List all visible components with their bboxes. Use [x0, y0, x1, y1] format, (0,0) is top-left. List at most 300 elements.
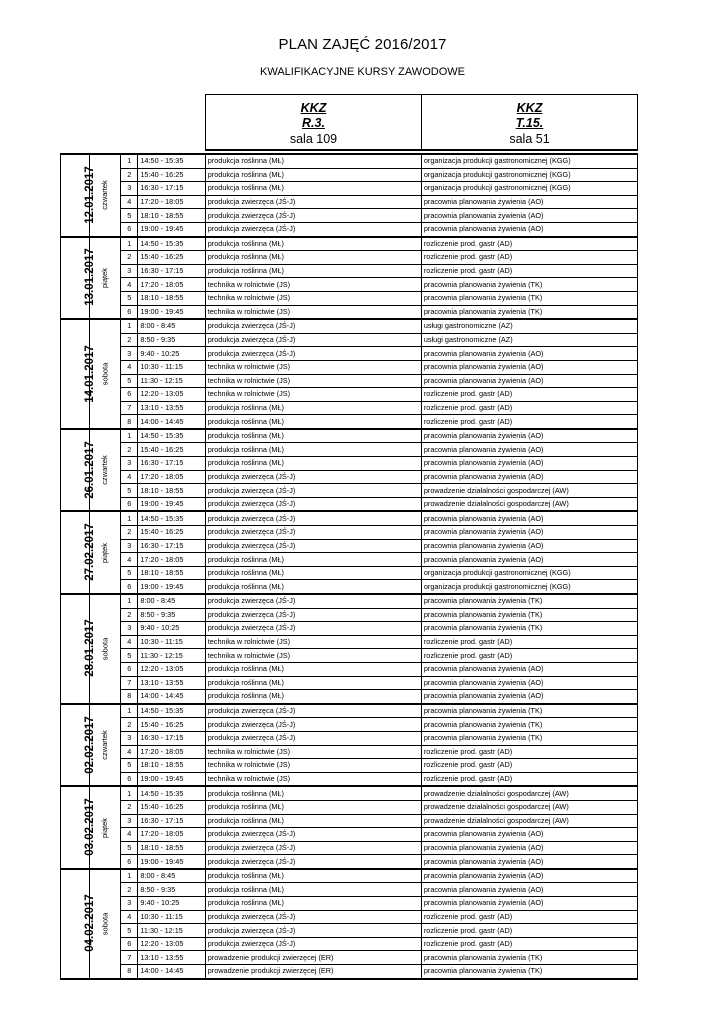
lesson-time: 16:30 - 17:15	[138, 814, 205, 828]
subject-r3: produkcja roślinna (MŁ)	[205, 182, 421, 196]
lesson-number: 5	[121, 484, 138, 498]
table-row	[61, 539, 638, 553]
lesson-time: 12:20 - 13:05	[138, 388, 205, 402]
lesson-time: 12:20 - 13:05	[138, 662, 205, 676]
day-group	[61, 154, 638, 237]
lesson-number: 1	[121, 154, 138, 168]
subject-r3: produkcja zwierzęca (JŚ-J)	[205, 608, 421, 622]
subject-t15: pracownia planowania żywienia (TK)	[421, 718, 637, 732]
subject-r3: produkcja roślinna (MŁ)	[205, 662, 421, 676]
date-label: 02.02.2017	[83, 715, 96, 774]
subject-r3: produkcja roślinna (MŁ)	[205, 443, 421, 457]
subject-t15: pracownia planowania żywienia (AO)	[421, 539, 637, 553]
weekday-label: sobota	[100, 362, 110, 386]
weekday-label: sobota	[100, 912, 110, 936]
subject-r3: produkcja zwierzęca (JŚ-J)	[205, 222, 421, 236]
course-type: KKZ	[516, 101, 543, 115]
lesson-number: 6	[121, 497, 138, 511]
subject-r3: technika w rolnictwie (JS)	[205, 305, 421, 319]
subject-r3: technika w rolnictwie (JS)	[205, 374, 421, 388]
lesson-time: 13:10 - 13:55	[138, 676, 205, 690]
table-row	[61, 168, 638, 182]
page-subtitle: KWALIFIKACYJNE KURSY ZAWODOWE	[260, 66, 465, 78]
subject-t15: rozliczenie prod. gastr (AD)	[421, 910, 637, 924]
subject-r3: produkcja zwierzęca (JŚ-J)	[205, 470, 421, 484]
lesson-number: 6	[121, 222, 138, 236]
table-row	[61, 457, 638, 471]
lesson-time: 16:30 - 17:15	[138, 264, 205, 278]
table-row	[61, 910, 638, 924]
course-column-r3	[206, 95, 421, 149]
subject-t15: organizacja produkcji gastronomicznej (KGG)	[421, 566, 637, 580]
table-row	[61, 828, 638, 842]
subject-r3: produkcja zwierzęca (JŚ-J)	[205, 511, 421, 525]
table-row	[61, 635, 638, 649]
subject-t15: rozliczenie prod. gastr (AD)	[421, 237, 637, 251]
subject-t15: pracownia planowania żywienia (AO)	[421, 457, 637, 471]
table-row	[61, 731, 638, 745]
table-row	[61, 333, 638, 347]
subject-t15: pracownia planowania żywienia (AO)	[421, 470, 637, 484]
day-group	[61, 869, 638, 979]
table-row	[61, 305, 638, 319]
subject-t15: usługi gastronomiczne (AZ)	[421, 319, 637, 333]
lesson-time: 18:10 - 18:55	[138, 841, 205, 855]
subject-t15: pracownia planowania żywienia (AO)	[421, 347, 637, 361]
table-row	[61, 470, 638, 484]
course-type: KKZ	[300, 101, 327, 115]
course-code: T.15.	[515, 116, 544, 130]
subject-t15: rozliczenie prod. gastr (AD)	[421, 924, 637, 938]
lesson-time: 16:30 - 17:15	[138, 457, 205, 471]
lesson-time: 8:00 - 8:45	[138, 319, 205, 333]
subject-r3: produkcja zwierzęca (JŚ-J)	[205, 594, 421, 608]
subject-t15: rozliczenie prod. gastr (AD)	[421, 635, 637, 649]
subject-t15: pracownia planowania żywienia (AO)	[421, 526, 637, 540]
lesson-number: 1	[121, 786, 138, 800]
date-cell	[61, 237, 96, 320]
lesson-time: 11:30 - 12:15	[138, 649, 205, 663]
weekday-label: sobota	[100, 637, 110, 661]
lesson-time: 9:40 - 10:25	[138, 622, 205, 636]
subject-r3: produkcja zwierzęca (JŚ-J)	[205, 841, 421, 855]
subject-r3: technika w rolnictwie (JS)	[205, 745, 421, 759]
subject-t15: rozliczenie prod. gastr (AD)	[421, 937, 637, 951]
date-cell	[61, 786, 96, 869]
date-cell	[61, 704, 96, 787]
subject-t15: pracownia planowania żywienia (AO)	[421, 209, 637, 223]
subject-r3: technika w rolnictwie (JS)	[205, 360, 421, 374]
table-row	[61, 897, 638, 911]
table-row	[61, 594, 638, 608]
lesson-time: 13:10 - 13:55	[138, 951, 205, 965]
lesson-time: 10:30 - 11:15	[138, 360, 205, 374]
table-row	[61, 388, 638, 402]
lesson-number: 2	[121, 718, 138, 732]
lesson-time: 11:30 - 12:15	[138, 924, 205, 938]
lesson-number: 1	[121, 237, 138, 251]
lesson-number: 1	[121, 429, 138, 443]
lesson-number: 5	[121, 924, 138, 938]
subject-r3: produkcja zwierzęca (JŚ-J)	[205, 539, 421, 553]
subject-r3: produkcja roślinna (MŁ)	[205, 883, 421, 897]
lesson-time: 16:30 - 17:15	[138, 182, 205, 196]
subject-r3: technika w rolnictwie (JS)	[205, 649, 421, 663]
lesson-number: 3	[121, 182, 138, 196]
table-row	[61, 511, 638, 525]
subject-t15: pracownia planowania żywienia (AO)	[421, 429, 637, 443]
table-row	[61, 291, 638, 305]
date-label: 03.02.2017	[83, 798, 96, 856]
subject-t15: rozliczenie prod. gastr (AD)	[421, 264, 637, 278]
subject-r3: technika w rolnictwie (JS)	[205, 278, 421, 292]
table-row	[61, 841, 638, 855]
subject-t15: pracownia planowania żywienia (AO)	[421, 841, 637, 855]
lesson-time: 14:50 - 15:35	[138, 704, 205, 718]
lesson-number: 8	[121, 690, 138, 704]
subject-t15: pracownia planowania żywienia (AO)	[421, 222, 637, 236]
lesson-number: 7	[121, 951, 138, 965]
day-group	[61, 319, 638, 429]
subject-r3: produkcja zwierzęca (JŚ-J)	[205, 731, 421, 745]
lesson-time: 18:10 - 18:55	[138, 209, 205, 223]
subject-r3: prowadzenie produkcji zwierzęcej (ER)	[205, 951, 421, 965]
lesson-time: 17:20 - 18:05	[138, 470, 205, 484]
lesson-number: 4	[121, 360, 138, 374]
subject-t15: prowadzenie działalności gospodarczej (AW)	[421, 484, 637, 498]
subject-r3: produkcja zwierzęca (JŚ-J)	[205, 704, 421, 718]
subject-r3: produkcja roślinna (MŁ)	[205, 869, 421, 883]
lesson-time: 8:50 - 9:35	[138, 333, 205, 347]
table-row	[61, 566, 638, 580]
lesson-number: 6	[121, 855, 138, 869]
lesson-time: 15:40 - 16:25	[138, 800, 205, 814]
table-row	[61, 759, 638, 773]
lesson-number: 6	[121, 772, 138, 786]
subject-r3: produkcja zwierzęca (JŚ-J)	[205, 319, 421, 333]
subject-r3: produkcja zwierzęca (JŚ-J)	[205, 484, 421, 498]
course-code: R.3.	[302, 116, 325, 130]
subject-t15: prowadzenie działalności gospodarczej (AW)	[421, 800, 637, 814]
lesson-time: 13:10 - 13:55	[138, 401, 205, 415]
table-row	[61, 237, 638, 251]
course-column-t15	[421, 95, 637, 149]
table-row	[61, 264, 638, 278]
subject-r3: produkcja zwierzęca (JŚ-J)	[205, 497, 421, 511]
subject-t15: pracownia planowania żywienia (TK)	[421, 951, 637, 965]
subject-t15: rozliczenie prod. gastr (AD)	[421, 415, 637, 429]
table-row	[61, 786, 638, 800]
subject-t15: pracownia planowania żywienia (AO)	[421, 897, 637, 911]
subject-t15: pracownia planowania żywienia (AO)	[421, 443, 637, 457]
lesson-number: 3	[121, 731, 138, 745]
course-room: sala 51	[509, 132, 550, 146]
subject-r3: produkcja roślinna (MŁ)	[205, 154, 421, 168]
table-row	[61, 676, 638, 690]
subject-t15: pracownia planowania żywienia (TK)	[421, 278, 637, 292]
lesson-number: 4	[121, 470, 138, 484]
subject-t15: pracownia planowania żywienia (AO)	[421, 676, 637, 690]
lesson-number: 6	[121, 388, 138, 402]
table-row	[61, 182, 638, 196]
table-row	[61, 965, 638, 979]
date-label: 28.01.2017	[83, 619, 96, 678]
lesson-number: 8	[121, 415, 138, 429]
lesson-number: 1	[121, 869, 138, 883]
subject-r3: technika w rolnictwie (JS)	[205, 772, 421, 786]
subject-t15: pracownia planowania żywienia (TK)	[421, 594, 637, 608]
subject-r3: produkcja zwierzęca (JŚ-J)	[205, 622, 421, 636]
lesson-time: 8:00 - 8:45	[138, 869, 205, 883]
lesson-number: 3	[121, 264, 138, 278]
table-row	[61, 662, 638, 676]
lesson-number: 7	[121, 401, 138, 415]
lesson-number: 2	[121, 883, 138, 897]
subject-t15: rozliczenie prod. gastr (AD)	[421, 388, 637, 402]
subject-t15: pracownia planowania żywienia (TK)	[421, 622, 637, 636]
lesson-number: 3	[121, 814, 138, 828]
table-row	[61, 649, 638, 663]
weekday-label: czwartek	[100, 180, 110, 211]
date-label: 26.01.2017	[83, 440, 96, 499]
subject-t15: rozliczenie prod. gastr (AD)	[421, 745, 637, 759]
lesson-time: 15:40 - 16:25	[138, 251, 205, 265]
lesson-time: 14:50 - 15:35	[138, 154, 205, 168]
day-group	[61, 786, 638, 869]
subject-r3: produkcja roślinna (MŁ)	[205, 897, 421, 911]
lesson-number: 3	[121, 457, 138, 471]
lesson-time: 16:30 - 17:15	[138, 539, 205, 553]
subject-t15: rozliczenie prod. gastr (AD)	[421, 759, 637, 773]
table-row	[61, 704, 638, 718]
lesson-number: 6	[121, 937, 138, 951]
table-row	[61, 800, 638, 814]
lesson-number: 3	[121, 347, 138, 361]
table-row	[61, 690, 638, 704]
subject-r3: produkcja roślinna (MŁ)	[205, 786, 421, 800]
lesson-time: 14:00 - 14:45	[138, 965, 205, 979]
subject-r3: produkcja zwierzęca (JŚ-J)	[205, 924, 421, 938]
lesson-time: 19:00 - 19:45	[138, 497, 205, 511]
subject-r3: produkcja roślinna (MŁ)	[205, 264, 421, 278]
subject-r3: produkcja zwierzęca (JŚ-J)	[205, 209, 421, 223]
subject-t15: rozliczenie prod. gastr (AD)	[421, 649, 637, 663]
subject-r3: produkcja roślinna (MŁ)	[205, 566, 421, 580]
date-label: 12.01.2017	[83, 166, 96, 224]
table-row	[61, 278, 638, 292]
subject-r3: produkcja roślinna (MŁ)	[205, 800, 421, 814]
subject-r3: produkcja roślinna (MŁ)	[205, 690, 421, 704]
lesson-time: 12:20 - 13:05	[138, 937, 205, 951]
subject-r3: produkcja zwierzęca (JŚ-J)	[205, 910, 421, 924]
subject-t15: pracownia planowania żywienia (AO)	[421, 374, 637, 388]
table-row	[61, 553, 638, 567]
lesson-number: 2	[121, 251, 138, 265]
subject-r3: produkcja roślinna (MŁ)	[205, 580, 421, 594]
lesson-time: 18:10 - 18:55	[138, 566, 205, 580]
subject-t15: organizacja produkcji gastronomicznej (KGG)	[421, 182, 637, 196]
subject-r3: produkcja zwierzęca (JŚ-J)	[205, 937, 421, 951]
subject-t15: pracownia planowania żywienia (AO)	[421, 855, 637, 869]
lesson-number: 2	[121, 333, 138, 347]
table-row	[61, 951, 638, 965]
table-row	[61, 429, 638, 443]
lesson-number: 1	[121, 704, 138, 718]
subject-t15: prowadzenie działalności gospodarczej (AW)	[421, 814, 637, 828]
subject-t15: organizacja produkcji gastronomicznej (KGG)	[421, 154, 637, 168]
table-row	[61, 484, 638, 498]
subject-t15: prowadzenie działalności gospodarczej (AW)	[421, 497, 637, 511]
table-row	[61, 718, 638, 732]
table-row	[61, 251, 638, 265]
lesson-time: 19:00 - 19:45	[138, 222, 205, 236]
subject-t15: pracownia planowania żywienia (AO)	[421, 828, 637, 842]
date-label: 04.02.2017	[83, 894, 96, 953]
lesson-time: 15:40 - 16:25	[138, 168, 205, 182]
subject-r3: technika w rolnictwie (JS)	[205, 635, 421, 649]
subject-t15: prowadzenie działalności gospodarczej (AW)	[421, 786, 637, 800]
subject-r3: produkcja zwierzęca (JŚ-J)	[205, 333, 421, 347]
subject-t15: pracownia planowania żywienia (TK)	[421, 731, 637, 745]
lesson-number: 4	[121, 828, 138, 842]
lesson-time: 8:00 - 8:45	[138, 594, 205, 608]
table-row	[61, 319, 638, 333]
subject-t15: pracownia planowania żywienia (AO)	[421, 553, 637, 567]
subject-t15: organizacja produkcji gastronomicznej (KGG)	[421, 580, 637, 594]
lesson-time: 19:00 - 19:45	[138, 305, 205, 319]
table-row	[61, 937, 638, 951]
date-cell	[61, 511, 96, 594]
lesson-time: 8:50 - 9:35	[138, 608, 205, 622]
lesson-time: 14:50 - 15:35	[138, 237, 205, 251]
table-row	[61, 814, 638, 828]
subject-t15: pracownia planowania żywienia (TK)	[421, 704, 637, 718]
lesson-number: 2	[121, 443, 138, 457]
subject-r3: produkcja roślinna (MŁ)	[205, 415, 421, 429]
schedule-table	[60, 153, 638, 980]
table-row	[61, 497, 638, 511]
date-label: 14.01.2017	[83, 344, 96, 403]
table-row	[61, 622, 638, 636]
lesson-number: 5	[121, 841, 138, 855]
day-group	[61, 594, 638, 704]
weekday-label: piątek	[100, 542, 110, 563]
lesson-number: 2	[121, 608, 138, 622]
subject-t15: pracownia planowania żywienia (TK)	[421, 608, 637, 622]
lesson-number: 5	[121, 291, 138, 305]
subject-t15: pracownia planowania żywienia (AO)	[421, 883, 637, 897]
table-row	[61, 374, 638, 388]
weekday-label: piątek	[100, 817, 110, 838]
table-row	[61, 924, 638, 938]
date-cell	[61, 594, 96, 704]
subject-t15: pracownia planowania żywienia (AO)	[421, 869, 637, 883]
subject-r3: produkcja zwierzęca (JŚ-J)	[205, 718, 421, 732]
lesson-number: 2	[121, 168, 138, 182]
lesson-time: 19:00 - 19:45	[138, 772, 205, 786]
date-cell	[61, 429, 96, 512]
lesson-number: 2	[121, 800, 138, 814]
table-row	[61, 526, 638, 540]
lesson-time: 19:00 - 19:45	[138, 855, 205, 869]
subject-r3: technika w rolnictwie (JS)	[205, 388, 421, 402]
date-cell	[61, 154, 96, 237]
schedule-grid	[60, 153, 638, 980]
lesson-number: 3	[121, 897, 138, 911]
lesson-time: 17:20 - 18:05	[138, 195, 205, 209]
lesson-time: 14:50 - 15:35	[138, 429, 205, 443]
lesson-time: 14:50 - 15:35	[138, 511, 205, 525]
lesson-time: 9:40 - 10:25	[138, 347, 205, 361]
subject-t15: pracownia planowania żywienia (TK)	[421, 305, 637, 319]
lesson-number: 5	[121, 374, 138, 388]
subject-t15: organizacja produkcji gastronomicznej (KGG)	[421, 168, 637, 182]
lesson-time: 17:20 - 18:05	[138, 745, 205, 759]
lesson-number: 4	[121, 195, 138, 209]
day-group	[61, 237, 638, 320]
subject-r3: produkcja zwierzęca (JŚ-J)	[205, 195, 421, 209]
lesson-number: 5	[121, 209, 138, 223]
table-row	[61, 154, 638, 168]
lesson-number: 8	[121, 965, 138, 979]
subject-t15: pracownia planowania żywienia (AO)	[421, 195, 637, 209]
lesson-time: 17:20 - 18:05	[138, 278, 205, 292]
table-row	[61, 883, 638, 897]
subject-r3: produkcja roślinna (MŁ)	[205, 429, 421, 443]
subject-r3: produkcja zwierzęca (JŚ-J)	[205, 526, 421, 540]
course-room: sala 109	[289, 132, 338, 146]
lesson-number: 4	[121, 745, 138, 759]
subject-t15: pracownia planowania żywienia (TK)	[421, 965, 637, 979]
lesson-time: 15:40 - 16:25	[138, 718, 205, 732]
lesson-time: 14:50 - 15:35	[138, 786, 205, 800]
table-row	[61, 222, 638, 236]
lesson-number: 1	[121, 319, 138, 333]
table-row	[61, 608, 638, 622]
table-row	[61, 745, 638, 759]
subject-t15: rozliczenie prod. gastr (AD)	[421, 772, 637, 786]
lesson-time: 10:30 - 11:15	[138, 910, 205, 924]
lesson-number: 4	[121, 278, 138, 292]
subject-r3: produkcja roślinna (MŁ)	[205, 553, 421, 567]
subject-r3: produkcja zwierzęca (JŚ-J)	[205, 828, 421, 842]
lesson-number: 5	[121, 759, 138, 773]
lesson-time: 15:40 - 16:25	[138, 443, 205, 457]
weekday-label: piątek	[100, 267, 110, 288]
table-row	[61, 772, 638, 786]
table-row	[61, 855, 638, 869]
table-row	[61, 195, 638, 209]
day-group	[61, 511, 638, 594]
lesson-time: 15:40 - 16:25	[138, 526, 205, 540]
subject-t15: rozliczenie prod. gastr (AD)	[421, 251, 637, 265]
subject-t15: pracownia planowania żywienia (AO)	[421, 511, 637, 525]
lesson-time: 18:10 - 18:55	[138, 759, 205, 773]
table-row	[61, 415, 638, 429]
table-row	[61, 401, 638, 415]
lesson-number: 6	[121, 580, 138, 594]
lesson-number: 1	[121, 511, 138, 525]
lesson-number: 6	[121, 662, 138, 676]
subject-r3: produkcja roślinna (MŁ)	[205, 237, 421, 251]
lesson-time: 14:00 - 14:45	[138, 415, 205, 429]
lesson-number: 5	[121, 649, 138, 663]
lesson-number: 5	[121, 566, 138, 580]
subject-r3: prowadzenie produkcji zwierzęcej (ER)	[205, 965, 421, 979]
subject-r3: produkcja roślinna (MŁ)	[205, 814, 421, 828]
lesson-number: 7	[121, 676, 138, 690]
lesson-number: 3	[121, 622, 138, 636]
